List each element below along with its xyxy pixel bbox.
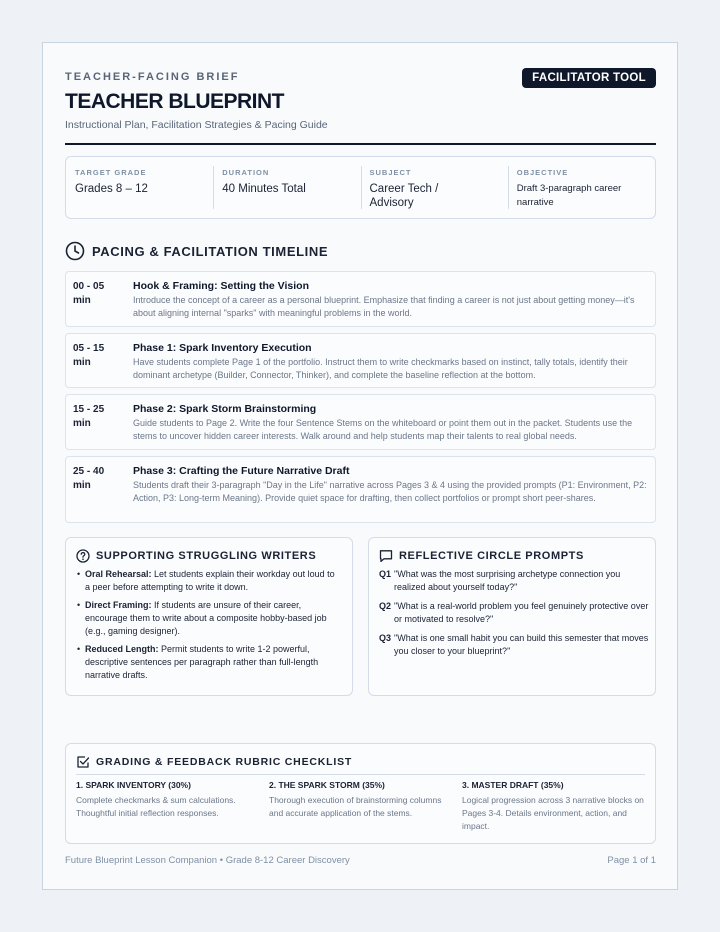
support-list bbox=[77, 568, 341, 687]
meta-duration bbox=[213, 157, 360, 218]
timeline-phase bbox=[65, 271, 656, 327]
support-lead: Reduced Length: bbox=[85, 644, 159, 654]
rubric-description: Logical progression across 3 narrative blocks on Pages 3-4. Details environment, action, and impact. bbox=[462, 795, 644, 831]
eyebrow-label: TEACHER-FACING BRIEF bbox=[65, 71, 240, 83]
phase-time: 15 - 25 min bbox=[73, 404, 105, 429]
phase-description: Introduce the concept of a career as a personal blueprint. Emphasize that finding a career is not just about getting money—it's about aligning internal "sparks" with meaningful problems in the world. bbox=[133, 295, 635, 318]
prompt-number: Q3 bbox=[379, 633, 392, 643]
help-circle-icon bbox=[76, 549, 90, 563]
page-number: Page 1 of 1 bbox=[607, 855, 656, 866]
support-lead: Direct Framing: bbox=[85, 600, 152, 610]
prompt-text: "What was the most surprising archetype connection you realized about yourself today?" bbox=[394, 569, 621, 592]
meta-label: SUBJECT bbox=[369, 168, 412, 177]
meta-subject bbox=[361, 157, 508, 218]
rubric-heading bbox=[76, 755, 352, 769]
meta-label: DURATION bbox=[222, 168, 270, 177]
list-item bbox=[77, 599, 341, 638]
reflective-prompts-heading-label: REFLECTIVE CIRCLE PROMPTS bbox=[399, 550, 584, 562]
meta-value: 40 Minutes Total bbox=[222, 183, 306, 195]
clock-icon bbox=[65, 241, 85, 261]
message-square-icon bbox=[379, 549, 393, 563]
meta-label: OBJECTIVE bbox=[516, 168, 569, 177]
phase-title: Phase 1: Spark Inventory Execution bbox=[133, 342, 312, 354]
meta-value: Draft 3-paragraph career narrative bbox=[516, 183, 622, 208]
struggling-writers-heading-label: SUPPORTING STRUGGLING WRITERS bbox=[96, 550, 317, 562]
rubric-title: 3. MASTER DRAFT (35%) bbox=[462, 780, 564, 790]
support-text: Permit students to write 1-2 powerful, descriptive sentences per paragraph rather than full-length narrative drafts. bbox=[85, 644, 319, 680]
list-item bbox=[379, 632, 649, 658]
rubric-description: Thorough execution of brainstorming columns and accurate application of the stems. bbox=[269, 795, 442, 818]
rubric-card bbox=[65, 743, 656, 844]
list-item bbox=[77, 568, 341, 594]
reflective-prompts-card bbox=[368, 537, 656, 696]
phase-description: Have students complete Page 1 of the portfolio. Instruct them to write checkmarks based on instinct, tally totals, identify their dominant archetype (Builder, Connector, Thinker), and complete the baseline reflection at the bottom. bbox=[133, 357, 628, 380]
meta-bar bbox=[65, 156, 656, 219]
meta-value: Career Tech / Advisory bbox=[369, 183, 439, 209]
timeline-phase bbox=[65, 394, 656, 450]
struggling-writers-card bbox=[65, 537, 353, 696]
phase-description: Guide students to Page 2. Write the four Sentence Stems on the whiteboard or point them out in the packet. Students use the stems to uncover hidden career interests. Walk around and help students map their talents to real global needs. bbox=[133, 418, 633, 441]
list-item bbox=[77, 643, 341, 682]
rubric-title: 2. THE SPARK STORM (35%) bbox=[269, 780, 385, 790]
phase-time: 00 - 05 min bbox=[73, 281, 105, 306]
rubric-heading-label: GRADING & FEEDBACK RUBRIC CHECKLIST bbox=[96, 756, 353, 768]
reflective-prompts-heading bbox=[379, 549, 584, 563]
timeline-phase bbox=[65, 456, 656, 523]
prompt-number: Q1 bbox=[379, 569, 392, 579]
phase-time: 25 - 40 min bbox=[73, 466, 105, 491]
rubric-column bbox=[462, 780, 647, 833]
checkbox-icon bbox=[76, 755, 90, 769]
rubric-divider bbox=[76, 774, 645, 775]
footer-caption: Future Blueprint Lesson Companion • Grade 8-12 Career Discovery bbox=[65, 855, 350, 866]
rubric-description: Complete checkmarks & sum calculations. Thoughtful initial reflection responses. bbox=[76, 795, 236, 818]
meta-objective bbox=[508, 157, 655, 218]
rubric-column bbox=[269, 780, 454, 820]
timeline-phase bbox=[65, 333, 656, 388]
prompt-number: Q2 bbox=[379, 601, 392, 611]
timeline-heading-label: PACING & FACILITATION TIMELINE bbox=[92, 243, 329, 259]
document-page bbox=[42, 42, 678, 890]
phase-title: Phase 3: Crafting the Future Narrative Draft bbox=[133, 465, 350, 477]
support-text: If students are unsure of their career, encourage them to write about a composite hobby-based job (e.g., gaming designer). bbox=[85, 600, 327, 636]
header-divider bbox=[65, 143, 656, 145]
struggling-writers-heading bbox=[76, 549, 316, 563]
prompt-text: "What is a real-world problem you feel genuinely protective over or motivated to resolve?" bbox=[394, 601, 649, 624]
meta-grade bbox=[66, 157, 213, 218]
facilitator-tag: FACILITATOR TOOL bbox=[522, 68, 656, 88]
support-lead: Oral Rehearsal: bbox=[85, 569, 152, 579]
rubric-title: 1. SPARK INVENTORY (30%) bbox=[76, 780, 191, 790]
meta-label: TARGET GRADE bbox=[75, 168, 147, 177]
phase-description: Students draft their 3-paragraph "Day in the Life" narrative across Pages 3 & 4 using the provided prompts (P1: Environment, P2: Action, P3: Long-term Meaning). Provide quiet space for drafting, then collect portfolios or prompt short peer-shares. bbox=[133, 480, 647, 503]
page-subtitle: Instructional Plan, Facilitation Strategies & Pacing Guide bbox=[65, 119, 328, 131]
phase-title: Hook & Framing: Setting the Vision bbox=[133, 280, 309, 292]
phase-time: 05 - 15 min bbox=[73, 343, 105, 368]
list-item bbox=[379, 568, 649, 594]
timeline-heading bbox=[65, 241, 328, 261]
page-title: TEACHER BLUEPRINT bbox=[65, 90, 285, 113]
rubric-column bbox=[76, 780, 261, 820]
list-item bbox=[379, 600, 649, 626]
support-text: Let students explain their workday out loud to a peer before attempting to write it down. bbox=[85, 569, 335, 592]
meta-value: Grades 8 – 12 bbox=[75, 183, 148, 195]
phase-title: Phase 2: Spark Storm Brainstorming bbox=[133, 403, 317, 415]
prompt-text: "What is one small habit you can build this semester that moves you closer to your blueprint?" bbox=[394, 633, 649, 656]
